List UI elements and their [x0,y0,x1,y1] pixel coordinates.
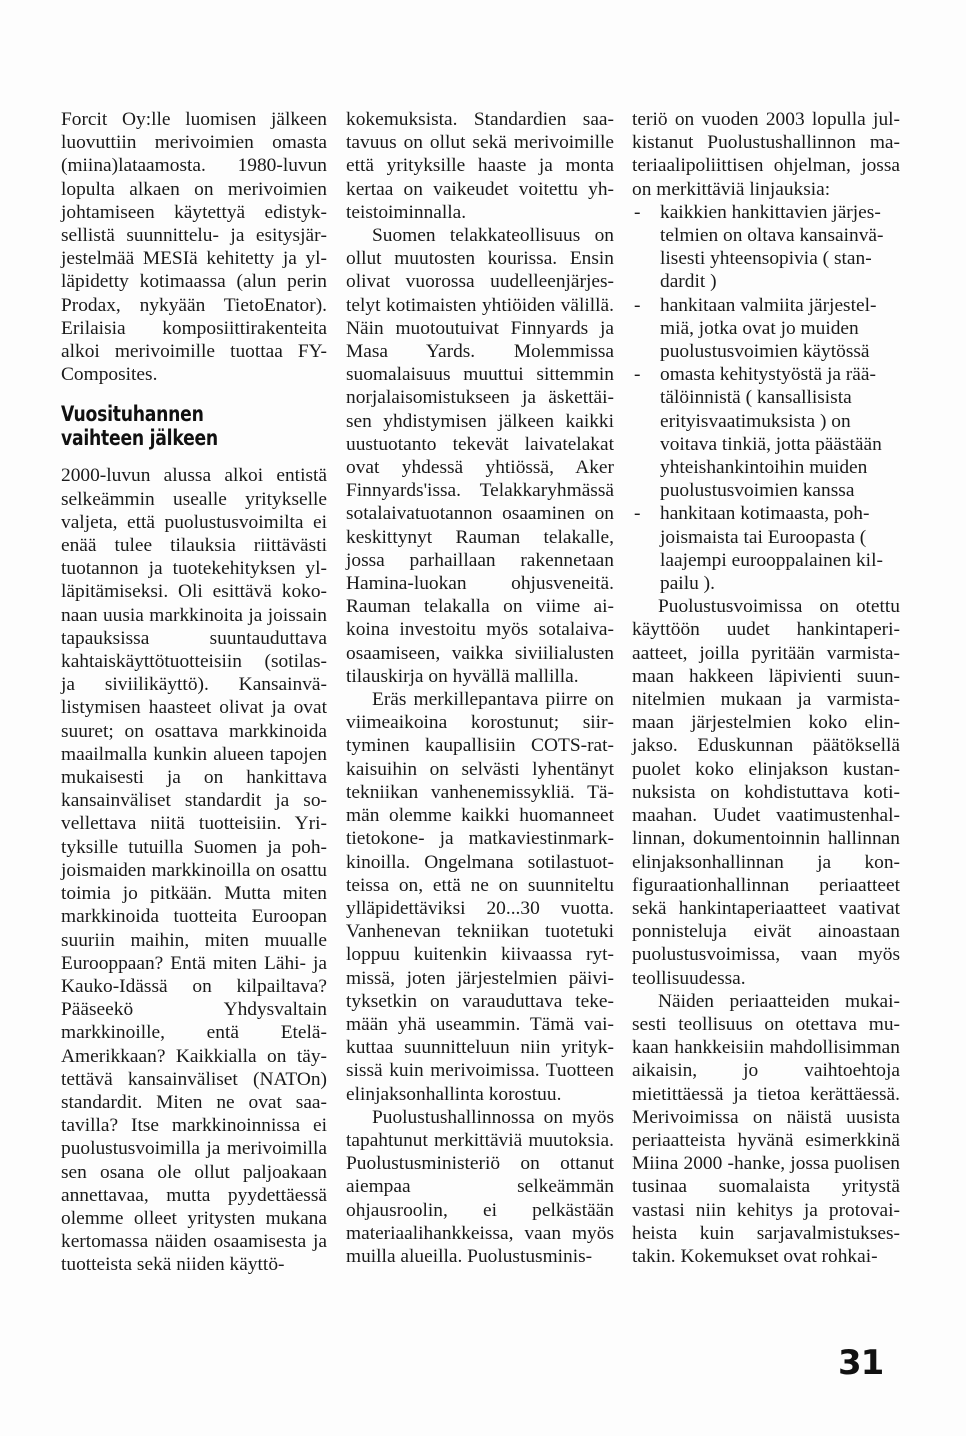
text-column-2 [346,108,614,1268]
paragraph: kokemuksista. Standardien saatavuus on ollut sekä merivoimille että yrityksille haaste ja monta kertaa on vaikeudet voitettu yhteistoiminnalla. [346,109,614,223]
list-item: - hankitaan kotimaasta, pohjoismaista tai Euroopasta ( laajempi eurooppalainen kilpailu ). [632,502,900,595]
paragraph: Näiden periaatteiden mukaisesti teollisuus on otettava mukaan hankkeisiin mahdollisimman aikaisin, jo vaihtoehtoja mietittäessä ja tietoa kerättäessä. Merivoimissa on näistä uusista periaatteista hyvänä esimerkkinä Miina 2000 -hanke, jossa puolisen tusinaa suomalaista yritystä vastasi niin kehitys ja protovaiheista kuin sarjavalmistuksestakin. Kokemukset ovat rohkai- [632,990,900,1267]
list-item: - omasta kehitystyöstä ja räätälöinnistä ( kansallisista erityisvaatimuksista ) on voitava tinkiä, jotta päästään yhteishankintoihin muiden puolustusvoimien kanssa [632,363,900,502]
paragraph: Puolustushallinnossa on myös tapahtunut merkittäviä muutoksia. Puolustusministeriö on ottanut aiempaa selkeämmän ohjausroolin, ei pelkästään materiaalihankkeissa, vaan myös muilla alueilla. Puolustusminis- [346,1106,614,1267]
paragraph: Suomen telakkateollisuus on ollut muutosten kourissa. Ensin olivat vuorossa uudelleenjärjestelyt kotimaisten yhtiöiden välillä. Näin muotoutuivat Finnyards ja Masa Yards. Molemmissa suomalaisuus muuttui sittemmin norjalaisomistukseen ja äskettäisen yhdistymisen jälkeen kaikki uustuotanto tekevät laivatelakat ovat yhdessä yhtiössä, Aker Finnyards'issa. Telakkaryhmässä sotalaivatuotannon osaaminen on keskittynyt Rauman telakalle, jossa parhaillaan rakennetaan Hamina-luokan ohjusveneitä. Rauman telakalla on viime aikoina investoitu myös sotalaivaosaamiseen, vaikka siviilialusten tilauskirja on hyvällä mallilla. [346,225,614,687]
page-number: 31 [838,1343,884,1383]
section-heading: Vuosituhannen vaihteen jälkeen [61,402,218,451]
text-column-3 [632,108,900,1268]
paragraph: teriö on vuoden 2003 lopulla julkistanut Puolustushallinnon materiaalipoliittisen ohjelman, jossa on merkittäviä linjauksia: [632,109,900,200]
list-item: - kaikkien hankittavien järjestelmien on oltava kansainvälisesti yhteensopivia ( standardit ) [632,201,900,294]
paragraph: Eräs merkillepantava piirre on viimeaikoina korostunut; siirtyminen kaupallisiin COTS-ratkaisuihin on selvästi lyhentänyt tekniikan vanhenemissykliä. Tämän olemme kaikki huomanneet tietokone- ja matkaviestinmarkkinoilla. Ongelmana sotilastuotteissa on, että ne on suunniteltu ylläpidettäviksi 20...30 vuotta. Vanhenevan tekniikan tuotetuki loppuu kuitenkin kiivaassa rytmissä, joten järjestelmien päivityksetkin on varauduttava tekemään yhä useammin. Tämä vaikuttaa suunnitteluun niin yrityksissä kuin merivoimissa. Tuotteen elinjaksonhallinta korostuu. [346,689,614,1105]
paragraph: Forcit Oy:lle luomisen jälkeen luovuttiin merivoimien omasta (miina)lataamosta. 1980-luvun lopulta alkaen on merivoimien johtamiseen käytettyä edistyksellistä suunnittelu- ja esitysjärjestelmää MESIä kehitetty ja ylläpidetty kotimaassa (alun perin Prodax, nykyään TietoEnator). Erilaisia komposiittirakenteita alkoi merivoimille tuottaa FY-Composites. [61,109,327,386]
policy-list [632,201,900,595]
text-column-1 [61,108,327,1277]
list-item: - hankitaan valmiita järjestelmiä, jotka ovat jo muiden puolustusvoimien käytössä [632,294,900,364]
paragraph: 2000-luvun alussa alkoi entistä selkeämmin usealle yritykselle valjeta, että puolustusvoimilta ei enää tulee tilauksia riittävästi tuotannon ja tuotekehityksen ylläpitämiseksi. Oli esittävä kokonaan uusia markkinoita ja joissain tapauksissa suuntauduttava kahtaiskäyttötuotteisiin (sotilas- ja siviilikäyttö). Kansainvälistymisen haasteet olivat ja ovat suuret; on osattava markkinoida maailmalla kunkin alueen tapojen mukaisesti ja on hankittava kansainväliset standardit ja sovellettava niitä tuotteisiin. Yrityksille tutuilla Suomen ja pohjoismaiden markkinoilla on osattu toimia jo pitkään. Mutta miten markkinoida tuotteita Euroopan suuriin maihin, miten muualle Eurooppaan? Entä miten Lähi- ja Kauko-Idässä on kilpailtava? Pääseekö Yhdysvaltain markkinoille, entä Etelä-Amerikkaan? Kaikkialla on täytettävä kansainväliset (NATOn) standardit. Miten ne ovat saatavilla? Itse markkinoinnissa ei puolustusvoimilla ja merivoimilla sen osana ole ollut paljoakaan annettavaa, mutta pyydettäessä olemme olleet yritysten mukana kertomassa näiden osaamisesta ja tuotteista sekä niiden käyttö- [61,465,327,1276]
paragraph: Puolustusvoimissa on otettu käyttöön uudet hankintaperiaatteet, joilla pyritään varmistamaan hakkeen läpivienti suunnitelmien mukaan ja varmistamaan järjestelmien koko elinjakso. Eduskunnan päätöksellä puolet koko elinjakson kustannuksista on kohdistuttava kotimaahan. Uudet vaatimustenhallinnan, dokumentoinnin hallinnan elinjaksonhallinnan ja konfiguraationhallinnan periaatteet sekä hankintaperiaatteet vaativat ponnisteluja eivät ainoastaan puolustusvoimissa, vaan myös teollisuudessa. [632,596,900,989]
